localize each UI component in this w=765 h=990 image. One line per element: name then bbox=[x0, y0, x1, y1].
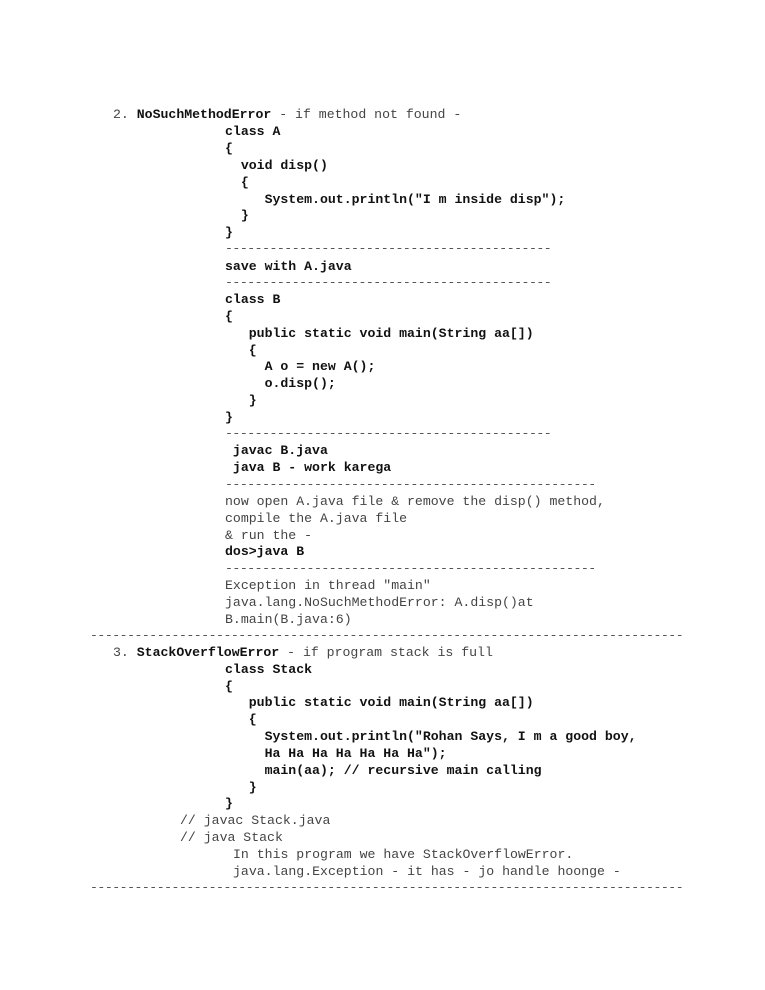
exception-line: java.lang.NoSuchMethodError: A.disp()at bbox=[225, 595, 534, 610]
separator: -------------------------------------------- bbox=[225, 241, 552, 256]
section-title: NoSuchMethodError bbox=[136, 107, 272, 122]
code-line: public static void main(String aa[]) bbox=[225, 695, 534, 710]
code-line: { bbox=[225, 343, 257, 358]
code-line: public static void main(String aa[]) bbox=[225, 326, 534, 341]
code-line: } bbox=[225, 393, 257, 408]
exception-line: Exception in thread "main" bbox=[225, 578, 431, 593]
instruction-line: & run the - bbox=[225, 528, 313, 543]
code-line: main(aa); // recursive main calling bbox=[225, 763, 542, 778]
comment-line: // java Stack bbox=[180, 830, 283, 845]
code-line: } bbox=[225, 780, 257, 795]
save-note: save with A.java bbox=[225, 259, 352, 274]
code-line: } bbox=[225, 796, 233, 811]
code-line: { bbox=[225, 679, 233, 694]
section-subtitle: - if program stack is full bbox=[279, 645, 493, 660]
code-line: { bbox=[225, 175, 249, 190]
note-line: In this program we have StackOverflowError. bbox=[233, 847, 574, 862]
full-separator: -------------------------------------------------------------------------------- bbox=[90, 628, 684, 643]
code-line: System.out.println("Rohan Says, I m a good boy, bbox=[225, 729, 637, 744]
code-line: } bbox=[225, 225, 233, 240]
exception-line: B.main(B.java:6) bbox=[225, 612, 352, 627]
instruction-line: now open A.java file & remove the disp() method, bbox=[225, 494, 605, 509]
code-line: void disp() bbox=[225, 158, 328, 173]
separator: -------------------------------------------------- bbox=[225, 561, 596, 576]
code-line: } bbox=[225, 208, 249, 223]
dos-command: dos>java B bbox=[225, 544, 305, 559]
code-line: Ha Ha Ha Ha Ha Ha Ha"); bbox=[225, 746, 447, 761]
section-number: 2. bbox=[113, 107, 129, 122]
code-line: { bbox=[225, 309, 233, 324]
code-line: } bbox=[225, 410, 233, 425]
run-command: java B - work karega bbox=[225, 460, 392, 475]
instruction-line: compile the A.java file bbox=[225, 511, 408, 526]
code-line: o.disp(); bbox=[225, 376, 336, 391]
separator: -------------------------------------------------- bbox=[225, 477, 596, 492]
section-2-heading bbox=[113, 106, 461, 123]
separator: -------------------------------------------- bbox=[225, 275, 552, 290]
code-line: class B bbox=[225, 292, 281, 307]
code-line: class A bbox=[225, 124, 281, 139]
full-separator: -------------------------------------------------------------------------------- bbox=[90, 880, 684, 895]
code-line: { bbox=[225, 141, 233, 156]
code-line: A o = new A(); bbox=[225, 359, 376, 374]
section-number: 3. bbox=[113, 645, 129, 660]
code-line: System.out.println("I m inside disp"); bbox=[225, 192, 566, 207]
section-title: StackOverflowError bbox=[136, 645, 280, 660]
code-line: class Stack bbox=[225, 662, 313, 677]
note-line: java.lang.Exception - it has - jo handle hoonge - bbox=[233, 864, 621, 879]
separator: -------------------------------------------- bbox=[225, 426, 552, 441]
comment-line: // javac Stack.java bbox=[180, 813, 331, 828]
section-subtitle: - if method not found - bbox=[271, 107, 462, 122]
compile-command: javac B.java bbox=[225, 443, 328, 458]
code-line: { bbox=[225, 712, 257, 727]
section-3-heading bbox=[113, 644, 493, 661]
